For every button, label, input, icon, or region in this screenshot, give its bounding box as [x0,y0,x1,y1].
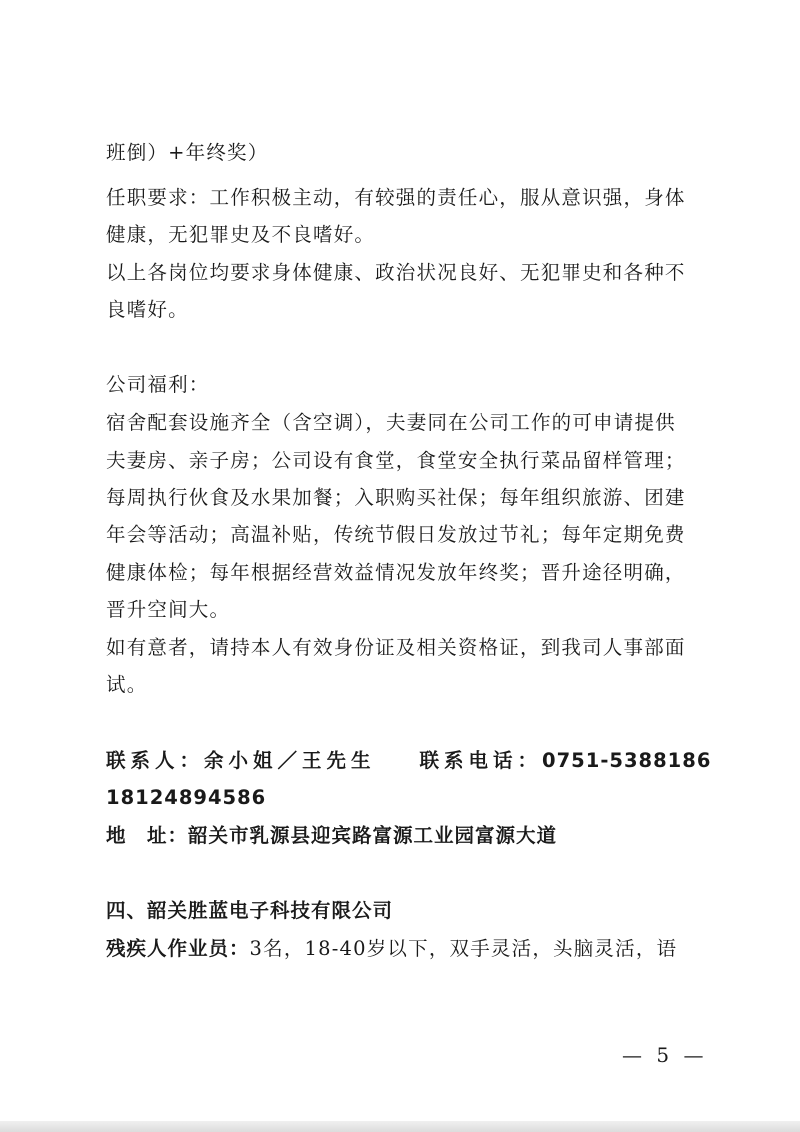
job-requirements-line: 任职要求：工作积极主动，有较强的责任心，服从意识强，身体 [106,186,686,209]
general-requirements-line: 以上各岗位均要求身体健康、政治状况良好、无犯罪史和各种不 [106,261,686,284]
contact-person-label: 联系人： [106,749,205,772]
contact-phone-value-2: 18124894586 [106,786,267,809]
address-value: 韶关市乳源县迎宾路富源工业园富源大道 [188,824,558,847]
contact-phone-value: 0751-5388186 [542,749,712,772]
apply-instructions-line: 试。 [106,673,148,696]
address-label: 地 址： [106,824,189,847]
contact-person-row [106,741,712,781]
section-title: 四、韶关胜蓝电子科技有限公司 [106,899,394,922]
page-number: — 5 — [622,1043,708,1067]
job-description: 3名，18-40岁以下，双手灵活，头脑灵活，语 [249,937,678,960]
benefits-line: 健康体检；每年根据经营效益情况发放年终奖；晋升途径明确， [106,561,686,584]
text-line: 班倒）+年终奖） [106,141,269,164]
benefits-heading: 公司福利： [106,373,210,396]
job-title-label: 残疾人作业员： [106,937,250,960]
benefits-line: 宿舍配套设施齐全（含空调），夫妻同在公司工作的可申请提供 [106,411,676,434]
benefits-line: 夫妻房、亲子房；公司设有食堂，食堂安全执行菜品留样管理； [106,449,686,472]
contact-phone-label: 联系电话： [419,749,543,772]
address-row [106,816,704,856]
benefits-line: 晋升空间大。 [106,598,231,621]
general-requirements-line: 良嗜好。 [106,298,189,321]
job-requirements-line: 健康，无犯罪史及不良嗜好。 [106,223,376,246]
benefits-line: 年会等活动；高温补贴，传统节假日发放过节礼；每年定期免费 [106,523,686,546]
job-posting-line [106,929,704,969]
benefits-line: 每周执行伙食及水果加餐；入职购买社保；每年组织旅游、团建 [106,486,686,509]
contact-person-value: 余小姐／王先生 [204,749,376,772]
page-bottom-edge [0,1121,800,1132]
apply-instructions-line: 如有意者，请持本人有效身份证及相关资格证，到我司人事部面 [106,636,686,659]
